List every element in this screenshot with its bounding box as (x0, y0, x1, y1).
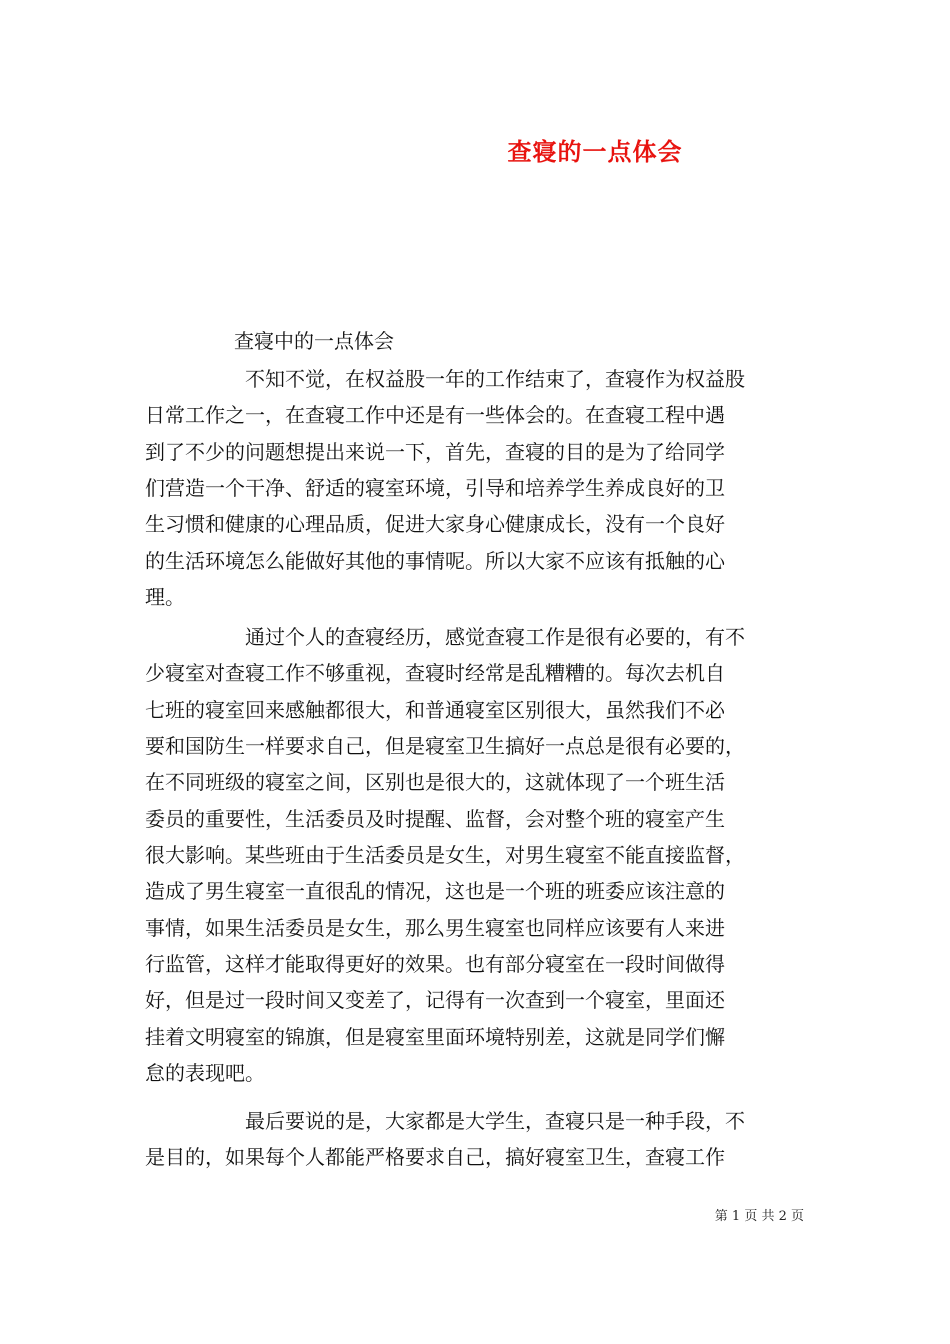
document-subheading: 查寝中的一点体会 (234, 329, 394, 353)
paragraph-3 (145, 1103, 805, 1176)
text-line: 理。 (145, 585, 185, 610)
text-line: 是目的，如果每个人都能严格要求自己，搞好寝室卫生，查寝工作 (145, 1145, 725, 1170)
text-line: 要和国防生一样要求自己，但是寝室卫生搞好一点总是很有必要的， (145, 734, 745, 759)
text-line: 七班的寝室回来感触都很大，和普通寝室区别很大，虽然我们不必 (145, 697, 725, 722)
text-line: 生习惯和健康的心理品质，促进大家身心健康成长，没有一个良好 (145, 512, 725, 537)
text-line: 怠的表现吧。 (145, 1061, 265, 1086)
page-number-footer: 第 1 页 共 2 页 (714, 1209, 804, 1224)
document-title: 查寝的一点体会 (507, 137, 683, 166)
text-line: 不知不觉，在权益股一年的工作结束了，查寝作为权益股 (245, 367, 745, 391)
paragraph-2 (145, 619, 805, 1091)
text-line: 事情，如果生活委员是女生，那么男生寝室也同样应该要有人来进 (145, 915, 725, 940)
text-line: 日常工作之一，在查寝工作中还是有一些体会的。在查寝工程中遇 (145, 403, 725, 428)
paragraph-1 (145, 361, 805, 615)
text-line: 少寝室对查寝工作不够重视，查寝时经常是乱糟糟的。每次去机自 (145, 661, 725, 686)
text-line: 们营造一个干净、舒适的寝室环境，引导和培养学生养成良好的卫 (145, 476, 725, 501)
text-line: 很大影响。某些班由于生活委员是女生，对男生寝室不能直接监督， (145, 843, 745, 868)
text-line: 通过个人的查寝经历，感觉查寝工作是很有必要的，有不 (245, 625, 745, 649)
text-line: 行监管，这样才能取得更好的效果。也有部分寝室在一段时间做得 (145, 952, 725, 977)
text-line: 好，但是过一段时间又变差了，记得有一次查到一个寝室，里面还 (145, 988, 725, 1013)
text-line: 最后要说的是，大家都是大学生，查寝只是一种手段，不 (245, 1109, 745, 1133)
text-line: 的生活环境怎么能做好其他的事情呢。所以大家不应该有抵触的心 (145, 548, 725, 573)
text-line: 委员的重要性，生活委员及时提醒、监督，会对整个班的寝室产生 (145, 806, 725, 831)
text-line: 挂着文明寝室的锦旗，但是寝室里面环境特别差，这就是同学们懈 (145, 1024, 725, 1049)
text-line: 在不同班级的寝室之间，区别也是很大的，这就体现了一个班生活 (145, 770, 725, 795)
text-line: 到了不少的问题想提出来说一下，首先，查寝的目的是为了给同学 (145, 439, 725, 464)
text-line: 造成了男生寝室一直很乱的情况，这也是一个班的班委应该注意的 (145, 879, 725, 904)
